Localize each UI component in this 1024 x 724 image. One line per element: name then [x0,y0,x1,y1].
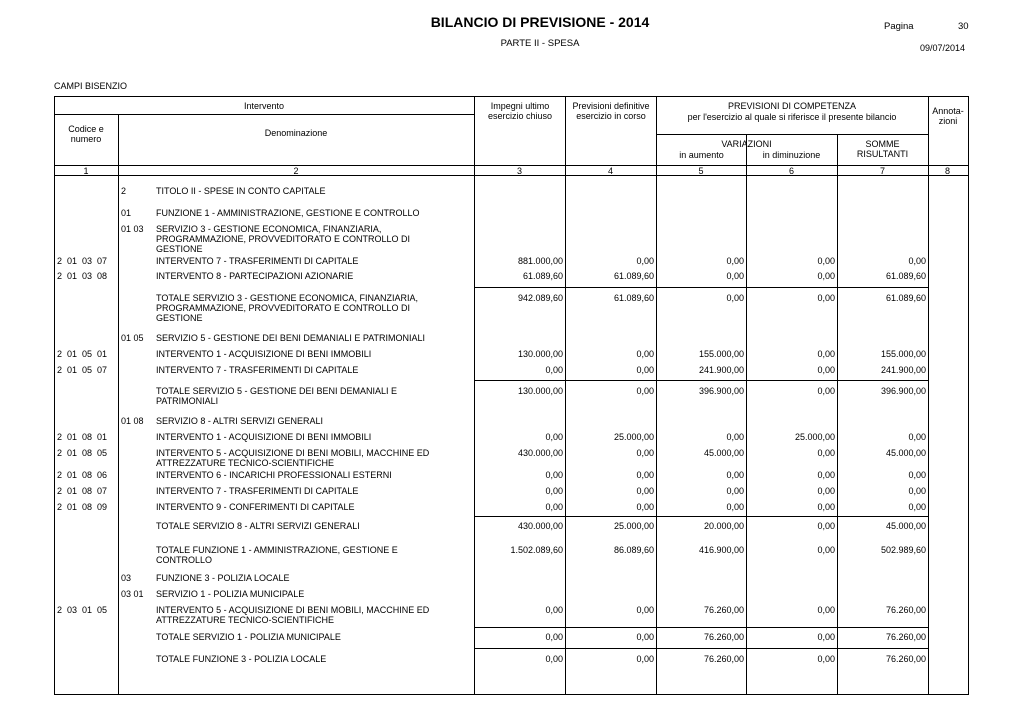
row-denominazione: INTERVENTO 9 - CONFERIMENTI DI CAPITALE [156,502,355,512]
col-num-4: 4 [607,166,613,176]
row-value: 155.000,00 [698,349,744,359]
row-codice: 2 01 08 05 [57,448,108,458]
header-intervento: Intervento [243,101,285,111]
total-separator [474,287,928,288]
row-value: 881.000,00 [517,256,563,266]
header-somme: SOMME RISULTANTI [856,139,909,159]
col-num-5: 5 [698,166,704,176]
row-value: 76.260,00 [885,654,926,664]
row-codice: 2 03 01 05 [57,605,108,615]
row-value: 241.900,00 [880,365,926,375]
row-denominazione: TOTALE SERVIZIO 1 - POLIZIA MUNICIPALE [156,632,341,642]
row-value: 416.900,00 [698,545,744,555]
row-value: 0,00 [545,365,563,375]
row-codice: 2 01 08 09 [57,502,108,512]
row-value: 0,00 [545,632,563,642]
row-value: 45.000,00 [885,521,926,531]
row-value: 0,00 [817,293,835,303]
row-value: 0,00 [817,632,835,642]
row-value: 430.000,00 [517,521,563,531]
row-denominazione: SERVIZIO 5 - GESTIONE DEI BENI DEMANIALI E PATRIMONIALI [156,333,426,343]
row-prefix: 03 [121,573,132,583]
row-value: 76.260,00 [703,654,744,664]
row-prefix: 03 01 [121,589,144,599]
row-value: 0,00 [726,486,744,496]
row-value: 502.989,60 [880,545,926,555]
page-title: BILANCIO DI PREVISIONE - 2014 [430,14,650,30]
row-value: 76.260,00 [885,632,926,642]
col-num-3: 3 [516,166,522,176]
row-value: 20.000,00 [703,521,744,531]
row-value: 942.089,60 [517,293,563,303]
row-prefix: 01 03 [121,224,144,234]
row-denominazione: SERVIZIO 1 - POLIZIA MUNICIPALE [156,589,305,599]
row-prefix: 01 05 [121,333,144,343]
col-num-6: 6 [788,166,794,176]
row-value: 0,00 [908,256,926,266]
row-denominazione: FUNZIONE 1 - AMMINISTRAZIONE, GESTIONE E CONTROLLO [156,208,420,218]
print-date: 09/07/2014 [920,43,966,53]
col-num-7: 7 [879,166,885,176]
row-value: 0,00 [636,386,654,396]
row-denominazione: INTERVENTO 8 - PARTECIPAZIONI AZIONARIE [156,271,354,281]
col-num-2: 2 [293,166,299,176]
row-codice: 2 01 03 07 [57,256,108,266]
row-value: 0,00 [908,502,926,512]
row-value: 0,00 [545,605,563,615]
row-value: 0,00 [908,432,926,442]
row-value: 86.089,60 [613,545,654,555]
page-number: 30 [958,21,969,32]
row-value: 396.900,00 [880,386,926,396]
row-value: 0,00 [636,349,654,359]
row-value: 45.000,00 [885,448,926,458]
row-denominazione: FUNZIONE 3 - POLIZIA LOCALE [156,573,290,583]
row-denominazione: TOTALE SERVIZIO 3 - GESTIONE ECONOMICA, FINANZIARIA, PROGRAMMAZIONE, PROVVEDITORATO E CONTROLLO DI GESTIONE [156,293,419,323]
row-codice: 2 01 03 08 [57,271,108,281]
row-value: 130.000,00 [517,386,563,396]
row-value: 61.089,60 [613,293,654,303]
row-value: 61.089,60 [613,271,654,281]
row-value: 76.260,00 [885,605,926,615]
row-value: 0,00 [817,365,835,375]
row-value: 0,00 [636,486,654,496]
row-value: 0,00 [545,654,563,664]
row-value: 0,00 [817,470,835,480]
row-value: 76.260,00 [703,632,744,642]
row-value: 25.000,00 [794,432,835,442]
col-num-8: 8 [944,166,950,176]
row-value: 0,00 [817,502,835,512]
row-value: 0,00 [817,521,835,531]
row-value: 0,00 [726,470,744,480]
total-separator [474,648,928,649]
row-value: 0,00 [726,432,744,442]
row-value: 0,00 [636,365,654,375]
header-annotazioni: Annota- zioni [932,106,964,126]
row-value: 0,00 [817,349,835,359]
row-value: 0,00 [545,432,563,442]
row-denominazione: TOTALE SERVIZIO 5 - GESTIONE DEI BENI DEMANIALI E PATRIMONIALI [156,386,398,406]
row-denominazione: INTERVENTO 5 - ACQUISIZIONE DI BENI MOBILI, MACCHINE ED ATTREZZATURE TECNICO-SCIENTIFICHE [156,448,430,468]
row-value: 25.000,00 [613,432,654,442]
header-competenza-sub: per l'esercizio al quale si riferisce il presente bilancio [687,112,897,122]
row-codice: 2 01 08 01 [57,432,108,442]
row-value: 0,00 [636,605,654,615]
row-value: 0,00 [817,605,835,615]
row-value: 430.000,00 [517,448,563,458]
row-value: 0,00 [817,271,835,281]
row-denominazione: INTERVENTO 7 - TRASFERIMENTI DI CAPITALE [156,365,359,375]
page-subtitle: PARTE II - SPESA [500,38,580,49]
row-prefix: 01 08 [121,416,144,426]
header-variazioni: VARIAZIONI [721,139,772,149]
row-value: 0,00 [636,654,654,664]
row-value: 0,00 [817,386,835,396]
row-value: 0,00 [545,502,563,512]
header-codice: Codice e numero [68,124,104,144]
row-value: 0,00 [908,470,926,480]
row-denominazione: INTERVENTO 5 - ACQUISIZIONE DI BENI MOBILI, MACCHINE ED ATTREZZATURE TECNICO-SCIENTIFICHE [156,605,430,625]
entity-name: CAMPI BISENZIO [54,81,128,91]
row-value: 0,00 [817,545,835,555]
row-value: 0,00 [726,293,744,303]
row-prefix: 2 [121,186,127,196]
row-value: 76.260,00 [703,605,744,615]
row-codice: 2 01 08 06 [57,470,108,480]
row-value: 0,00 [817,654,835,664]
header-in-diminuzione: in diminuzione [762,150,821,160]
row-prefix: 01 [121,208,132,218]
row-denominazione: INTERVENTO 1 - ACQUISIZIONE DI BENI IMMOBILI [156,432,372,442]
row-codice: 2 01 05 07 [57,365,108,375]
row-value: 0,00 [726,502,744,512]
header-in-aumento: in aumento [679,150,724,160]
row-codice: 2 01 08 07 [57,486,108,496]
row-value: 0,00 [817,256,835,266]
row-denominazione: SERVIZIO 8 - ALTRI SERVIZI GENERALI [156,416,324,426]
row-denominazione: TITOLO II - SPESE IN CONTO CAPITALE [156,186,326,196]
total-separator [474,627,928,628]
total-separator [474,516,928,517]
header-previsioni: Previsioni definitive esercizio in corso [572,101,650,121]
row-codice: 2 01 05 01 [57,349,108,359]
row-value: 45.000,00 [703,448,744,458]
page-label: Pagina [884,21,914,32]
row-value: 0,00 [817,486,835,496]
row-denominazione: TOTALE FUNZIONE 1 - AMMINISTRAZIONE, GESTIONE E CONTROLLO [156,545,398,565]
row-value: 0,00 [726,256,744,266]
header-denominazione: Denominazione [264,128,328,138]
col-num-1: 1 [83,166,89,176]
row-denominazione: INTERVENTO 6 - INCARICHI PROFESSIONALI ESTERNI [156,470,392,480]
row-value: 0,00 [636,448,654,458]
row-value: 241.900,00 [698,365,744,375]
row-value: 0,00 [545,486,563,496]
total-separator [474,380,928,381]
row-value: 61.089,60 [885,271,926,281]
row-denominazione: SERVIZIO 3 - GESTIONE ECONOMICA, FINANZIARIA, PROGRAMMAZIONE, PROVVEDITORATO E CONTROLLO DI GESTIONE [156,224,411,254]
row-value: 61.089,60 [885,293,926,303]
row-value: 0,00 [908,486,926,496]
row-value: 1.502.089,60 [510,545,563,555]
row-value: 0,00 [545,470,563,480]
row-value: 25.000,00 [613,521,654,531]
row-denominazione: TOTALE FUNZIONE 3 - POLIZIA LOCALE [156,654,327,664]
row-value: 0,00 [817,448,835,458]
row-denominazione: INTERVENTO 7 - TRASFERIMENTI DI CAPITALE [156,256,359,266]
row-value: 0,00 [636,632,654,642]
row-denominazione: TOTALE SERVIZIO 8 - ALTRI SERVIZI GENERALI [156,521,360,531]
header-impegni: Impegni ultimo esercizio chiuso [487,101,553,121]
row-value: 155.000,00 [880,349,926,359]
row-value: 0,00 [636,502,654,512]
row-denominazione: INTERVENTO 7 - TRASFERIMENTI DI CAPITALE [156,486,359,496]
header-competenza: PREVISIONI DI COMPETENZA [727,101,857,111]
row-value: 130.000,00 [517,349,563,359]
row-value: 396.900,00 [698,386,744,396]
row-value: 61.089,60 [522,271,563,281]
row-value: 0,00 [726,271,744,281]
row-value: 0,00 [636,256,654,266]
row-value: 0,00 [636,470,654,480]
row-denominazione: INTERVENTO 1 - ACQUISIZIONE DI BENI IMMOBILI [156,349,372,359]
